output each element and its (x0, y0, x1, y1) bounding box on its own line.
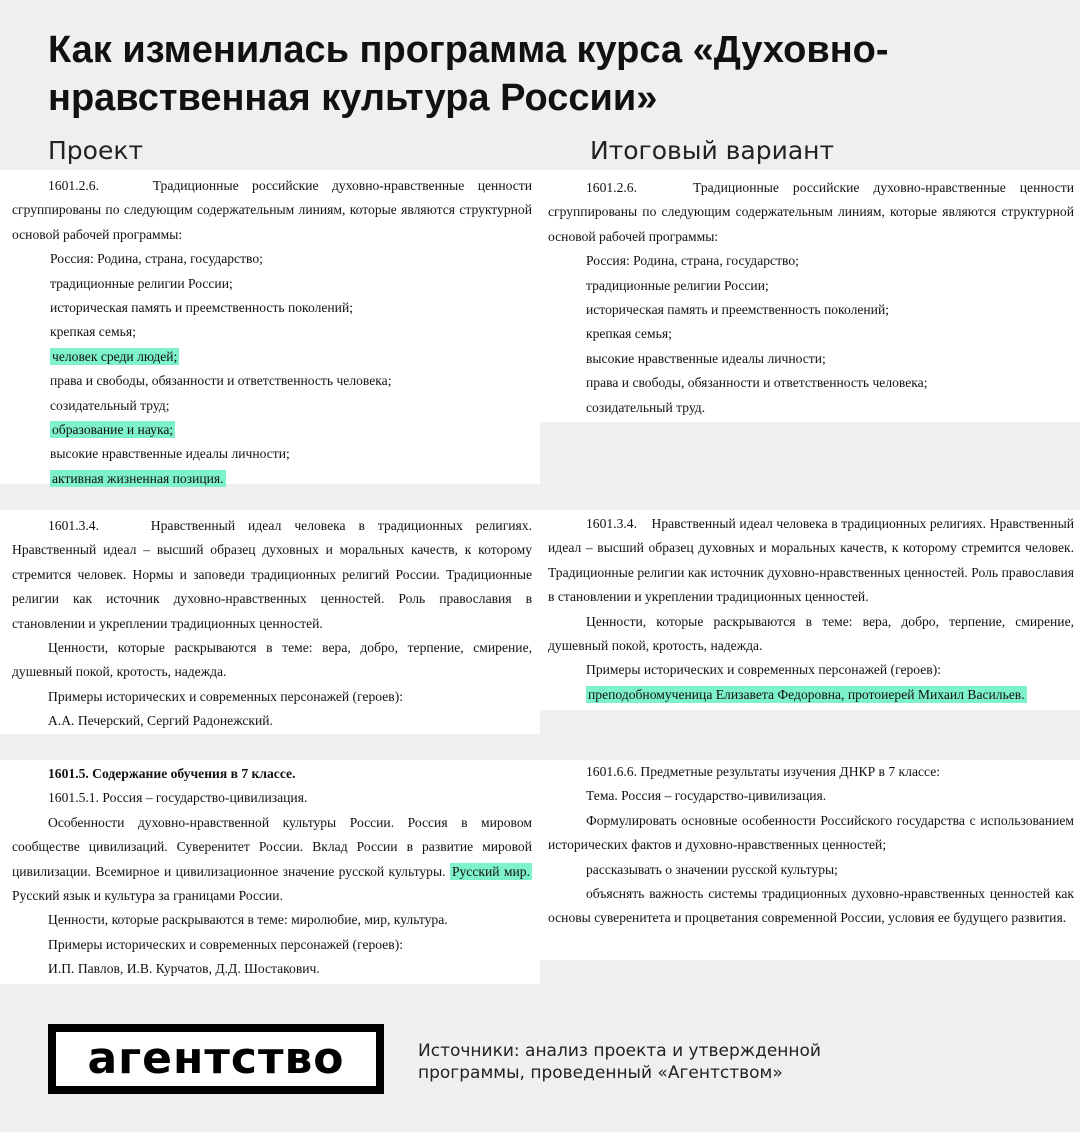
final-section-ideal (540, 510, 1080, 710)
list-item: Россия: Родина, страна, государство; (586, 253, 799, 269)
project-section-values (0, 170, 540, 484)
examples-label: Примеры исторических и современных персонажей (героев): (48, 936, 404, 952)
examples-label: Примеры исторических и современных персонажей (героев): (48, 688, 404, 704)
final-section-grade7 (540, 760, 1080, 960)
list-item: высокие нравственные идеалы личности; (50, 446, 290, 462)
section-number: 1601.3.4. (586, 516, 637, 531)
list-item-removed: активная жизненная позиция. (52, 470, 224, 486)
section-number: 1601.6.6. (586, 764, 637, 779)
list-item: крепкая семья; (586, 326, 672, 342)
list-item: Россия: Родина, страна, государство; (50, 251, 263, 267)
list-item-removed: образование и наука; (52, 422, 174, 438)
section-intro: 1601.2.6. Традиционные российские духовно-нравственные ценности сгруппированы по следующим содержательным линиям, которые являются структурной основой рабочей программы: (548, 180, 1075, 244)
section-item: объяснять важность системы традиционных духовно-нравственных ценностей как основы суверенитета и процветания современной России, условия ее будущего развития. (548, 886, 1074, 926)
section-theme: Тема. Россия – государство-цивилизация. (586, 788, 827, 804)
list-item: высокие нравственные идеалы личности; (586, 350, 826, 366)
examples: А.А. Печерский, Сергий Радонежский. (48, 713, 273, 729)
list-item: созидательный труд. (586, 399, 706, 415)
section-values: Ценности, которые раскрываются в теме: вера, добро, терпение, смирение, душевный покой, кротость, надежда. (548, 613, 1074, 654)
project-section-ideal (0, 510, 540, 734)
section-text: Особенности духовно-нравственной культуры России. Россия в мировом сообществе цивилизаций. Суверенитет России. Вклад России в развитие мировой цивилизации. Всемирное и цивилизационное значение русской культуры. Русский мир. Русский язык и культура за границами России. (12, 814, 532, 904)
list-item: традиционные религии России; (50, 275, 233, 291)
section-number: 1601.3.4. (48, 518, 99, 533)
list-item: права и свободы, обязанности и ответственность человека; (586, 375, 928, 391)
value-list (548, 249, 1074, 420)
section-values: Ценности, которые раскрываются в теме: миролюбие, мир, культура. (48, 912, 448, 928)
value-list (12, 247, 532, 491)
examples (548, 683, 1074, 707)
section-item: Формулировать основные особенности Российского государства с использованием исторических фактов и духовно-нравственных ценностей; (548, 812, 1074, 853)
section-subtitle: 1601.5.1. Россия – государство-цивилизация. (48, 790, 308, 806)
list-item: историческая память и преемственность поколений; (50, 300, 354, 316)
list-item: права и свободы, обязанности и ответственность человека; (50, 373, 392, 389)
section-title: 1601.6.6. Предметные результаты изучения ДНКР в 7 классе: (586, 764, 941, 779)
final-section-values (540, 170, 1080, 422)
list-item-removed: человек среди людей; (52, 348, 178, 364)
section-text: 1601.3.4. Нравственный идеал человека в традиционных религиях. Нравственный идеал – высший образец духовных и моральных качеств, к которому стремится человек. Традиционные религии как источник духовно-нравственных ценностей. Роль православия в становлении и укреплении традиционных ценностей. (548, 516, 1074, 605)
column-header-final: Итоговый вариант (590, 136, 835, 165)
list-item: традиционные религии России; (586, 277, 769, 293)
highlight-russian-world: Русский мир. (451, 863, 530, 879)
agentstvo-logo (48, 1024, 384, 1094)
section-intro: 1601.2.6. Традиционные российские духовно-нравственные ценности сгруппированы по следующим содержательным линиям, которые являются структурной основой рабочей программы: (12, 178, 532, 242)
section-text: 1601.3.4. Нравственный идеал человека в традиционных религиях. Нравственный идеал – высший образец духовных и моральных качеств, к которому стремится человек. Нормы и заповеди традиционных религий России. Традиционные религии как источник духовно-нравственных ценностей. Роль православия в становлении и укреплении традиционных ценностей. (12, 518, 532, 631)
column-header-project: Проект (48, 136, 144, 165)
list-item: крепкая семья; (50, 324, 136, 340)
sources-note: Источники: анализ проекта и утвержденной программы, проведенный «Агентством» (418, 1041, 821, 1083)
section-values: Ценности, которые раскрываются в теме: вера, добро, терпение, смирение, душевный покой, кротость, надежда. (12, 640, 532, 680)
section-item: рассказывать о значении русской культуры; (586, 861, 838, 877)
section-number: 1601.2.6. (48, 178, 99, 193)
section-title: 1601.5. Содержание обучения в 7 классе. (48, 766, 296, 781)
project-section-grade7 (0, 760, 540, 984)
list-item: историческая память и преемственность поколений; (586, 302, 890, 318)
list-item: созидательный труд; (50, 397, 170, 413)
section-number: 1601.2.6. (586, 180, 637, 195)
page-title: Как изменилась программа курса «Духовно-нравственная культура России» (48, 29, 889, 119)
examples: И.П. Павлов, И.В. Курчатов, Д.Д. Шостакович. (48, 961, 320, 977)
logo-text: агентство (56, 1032, 376, 1086)
examples-label: Примеры исторических и современных персонажей (героев): (586, 662, 942, 678)
highlight-new-heroes: преподобномученица Елизавета Федоровна, протоиерей Михаил Васильев. (588, 686, 1025, 702)
